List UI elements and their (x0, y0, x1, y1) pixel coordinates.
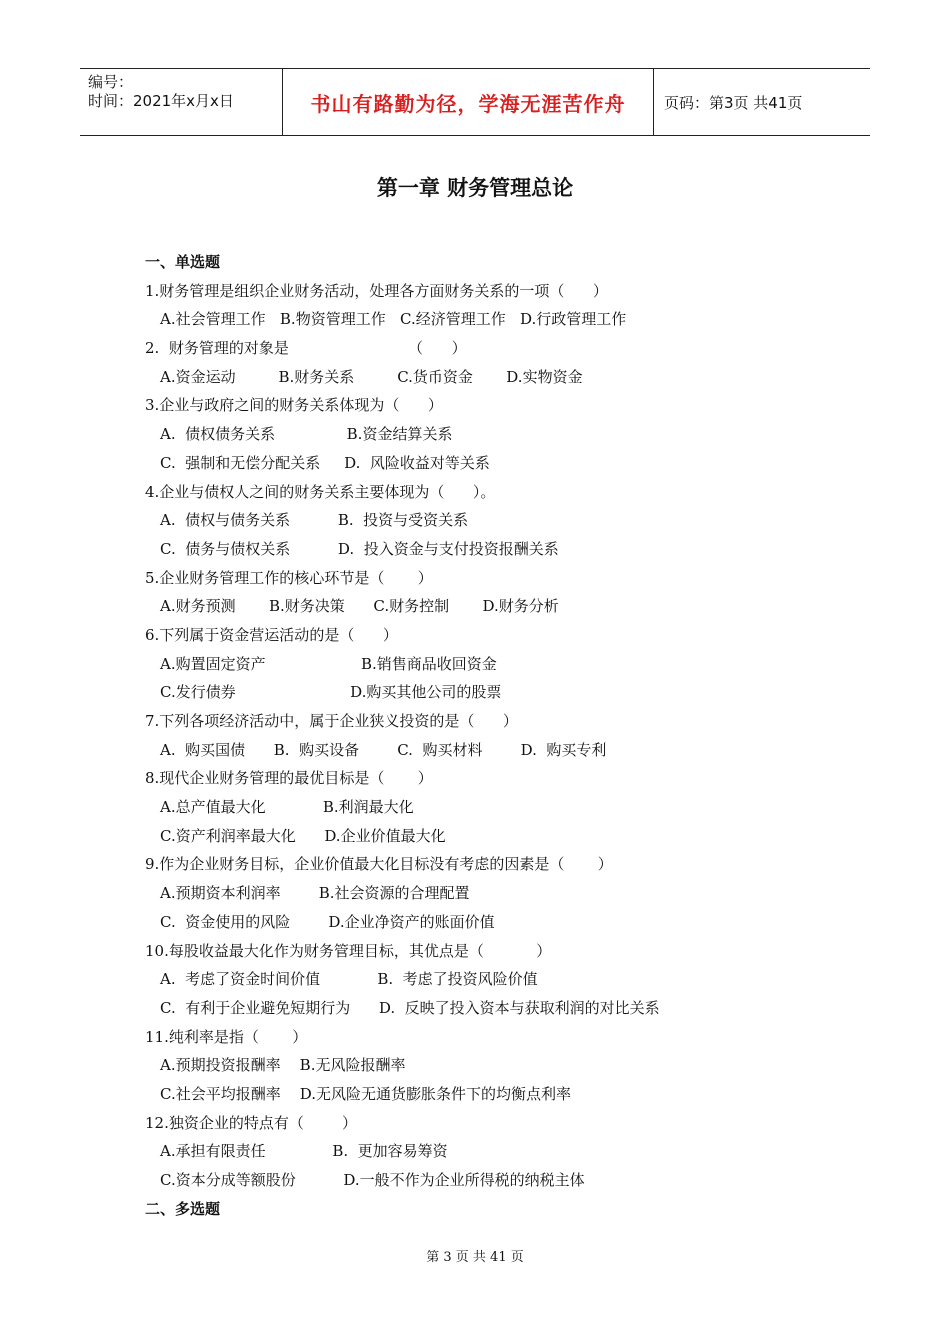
question-options: C.发行债券 D.购买其他公司的股票 (160, 683, 502, 702)
section-heading-multiple-choice: 二、多选题 (145, 1199, 221, 1218)
question-options: C.资本分成等额股份 D.一般不作为企业所得税的纳税主体 (160, 1171, 585, 1189)
question-options: A.承担有限责任 B. 更加容易筹资 (160, 1142, 448, 1161)
question-options: A. 债权与债务关系 B. 投资与受资关系 (160, 511, 469, 530)
question-options: A. 购买国债 B. 购买设备 C. 购买材料 D. 购买专利 (160, 740, 607, 759)
question-options: C. 强制和无偿分配关系 D. 风险收益对等关系 (160, 453, 490, 472)
question-options: A.社会管理工作 B.物资管理工作 C.经济管理工作 D.行政管理工作 (160, 310, 627, 329)
question-list (145, 277, 865, 1195)
question-options: A.财务预测 B.财务决策 C.财务控制 D.财务分析 (160, 597, 559, 616)
question-options: A.预期资本利润率 B.社会资源的合理配置 (160, 884, 470, 903)
header-motto-cell (282, 69, 654, 135)
question-options: C. 有利于企业避免短期行为 D. 反映了投入资本与获取利润的对比关系 (160, 998, 660, 1017)
section-heading-single-choice: 一、单选题 (145, 253, 221, 271)
question-options: C.社会平均报酬率 D.无风险无通货膨胀条件下的均衡点利率 (160, 1084, 572, 1103)
question-options: A.购置固定资产 B.销售商品收回资金 (160, 654, 497, 673)
question-options: A. 债权债务关系 B.资金结算关系 (160, 425, 453, 444)
header-page-cell (654, 69, 870, 135)
question-stem: 9.作为企业财务目标，企业价值最大化目标没有考虑的因素是（ ） (145, 855, 613, 874)
page-header (80, 68, 870, 136)
question-stem: 12.独资企业的特点有（ ） (145, 1113, 358, 1132)
question-stem: 11.纯利率是指（ ） (145, 1027, 308, 1046)
question-options: C. 资金使用的风险 D.企业净资产的账面价值 (160, 912, 495, 931)
question-stem: 5.企业财务管理工作的核心环节是（ ） (145, 568, 433, 587)
question-stem: 1.财务管理是组织企业财务活动，处理各方面财务关系的一项（ ） (145, 281, 608, 300)
question-options: A. 考虑了资金时间价值 B. 考虑了投资风险价值 (160, 970, 538, 989)
question-options: A.预期投资报酬率 B.无风险报酬率 (160, 1056, 406, 1075)
question-options: A.资金运动 B.财务关系 C.货币资金 D.实物资金 (160, 367, 583, 386)
question-content (145, 248, 865, 1223)
question-options: A.总产值最大化 B.利润最大化 (160, 798, 414, 817)
document-number-label: 编号： (88, 73, 134, 91)
question-stem: 8.现代企业财务管理的最优目标是（ ） (145, 769, 433, 788)
question-options: C. 债务与债权关系 D. 投入资金与支付投资报酬关系 (160, 539, 559, 558)
question-stem: 10.每股收益最大化作为财务管理目标，其优点是（ ） (145, 941, 552, 960)
question-stem: 7.下列各项经济活动中，属于企业狭义投资的是（ ） (145, 712, 518, 730)
header-page-info: 页码：第3页 共41页 (664, 93, 803, 112)
question-stem: 4.企业与债权人之间的财务关系主要体现为（ ）。 (145, 482, 496, 501)
document-time-label: 时间：2021年x月x日 (88, 92, 234, 110)
question-stem: 6.下列属于资金营运活动的是（ ） (145, 625, 398, 644)
chapter-title: 第一章 财务管理总论 (376, 176, 574, 200)
header-motto: 书山有路勤为径，学海无涯苦作舟 (310, 91, 626, 116)
question-stem: 3.企业与政府之间的财务关系体现为（ ） (145, 396, 443, 415)
question-stem: 2. 财务管理的对象是 （ ） (145, 339, 467, 358)
page-footer: 第 3 页 共 41 页 (426, 1250, 524, 1265)
header-left-cell (80, 69, 282, 135)
question-options: C.资产利润率最大化 D.企业价值最大化 (160, 826, 446, 845)
